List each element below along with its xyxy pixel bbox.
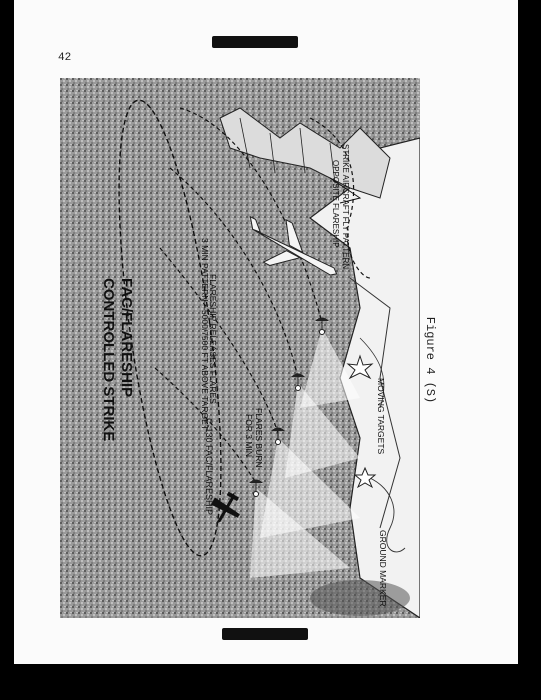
figure-caption: Figure 4 (S): [423, 316, 437, 404]
label-fac: C-130 FAC/FLARESHIP: [204, 418, 214, 516]
label-strike-pattern-1: STRIKE AIRCRAFT FLY PATTERN: [341, 144, 350, 270]
strike-diagram: [60, 78, 420, 618]
diagram-title-line2: CONTROLLED STRIKE: [100, 278, 117, 442]
label-flareship-releases: FLARESHIP RELEASES FLARES: [208, 274, 218, 404]
label-pattern: 3 MIN PATTERN—5000/7500 FT ABOVE TARGET: [200, 238, 210, 430]
ground-smoke: [310, 580, 410, 616]
scan-border-right: [518, 0, 541, 700]
label-strike-pattern-2: OPPOSITE FLARESHIP: [331, 160, 340, 248]
scan-border-bottom: [0, 664, 541, 700]
redaction-top: [212, 36, 298, 48]
label-flares-burn-2: FOR 3 MIN: [244, 414, 254, 457]
diagram-title-line1: FAC/FLARESHIP: [118, 278, 135, 398]
label-flares-burn-1: FLARES BURN: [254, 408, 264, 468]
label-ground-marker: GROUND MARKER: [378, 530, 388, 607]
label-moving-targets: MOVING TARGETS: [376, 378, 386, 455]
redaction-bottom: [222, 628, 308, 640]
page-number: 42: [58, 52, 72, 64]
